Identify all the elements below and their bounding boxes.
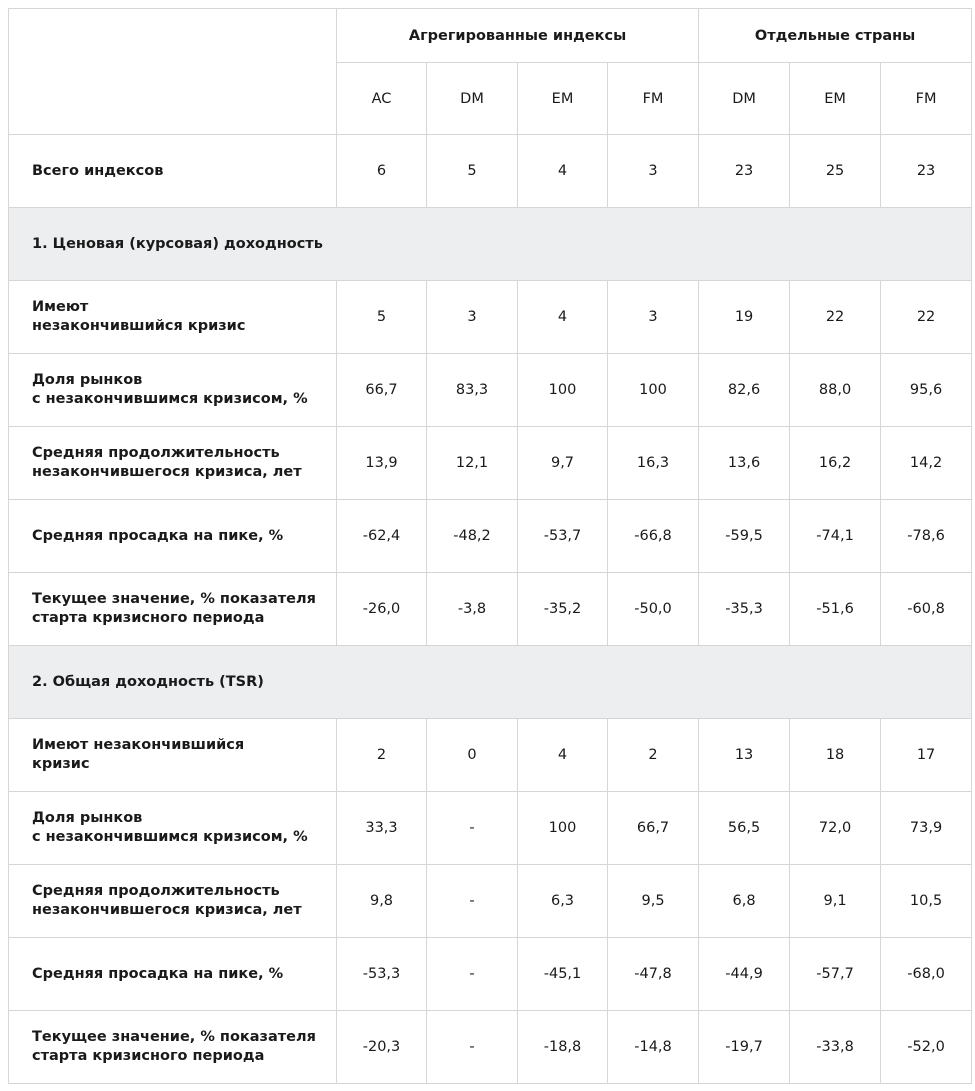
row-label-line1: Средняя продолжительность — [32, 445, 280, 461]
table-cell: 82,6 — [699, 354, 790, 427]
row-label-line2: незакончившегося кризиса, лет — [32, 464, 302, 480]
table-cell: 23 — [699, 135, 790, 208]
row-label — [9, 938, 337, 1011]
row-label-line2: с незакончившимся кризисом, % — [32, 829, 308, 845]
table-cell: 3 — [427, 281, 518, 354]
col-header-dm-aggregated: DM — [427, 63, 518, 135]
section-row — [9, 646, 972, 719]
table-cell: 4 — [518, 135, 608, 208]
row-label — [9, 500, 337, 573]
table-cell: -35,2 — [518, 573, 608, 646]
table-cell: 13,6 — [699, 427, 790, 500]
table-cell: -33,8 — [790, 1011, 881, 1084]
table-cell: -68,0 — [881, 938, 972, 1011]
group-header-aggregated: Агрегированные индексы — [337, 9, 699, 63]
table-cell: -60,8 — [881, 573, 972, 646]
row-label-line1: 2. Общая доходность (TSR) — [32, 673, 264, 690]
table-cell: -52,0 — [881, 1011, 972, 1084]
table-cell: - — [427, 938, 518, 1011]
table-cell: 100 — [518, 792, 608, 865]
table-row — [9, 719, 972, 792]
row-label — [9, 865, 337, 938]
section-row — [9, 208, 972, 281]
table-cell: -44,9 — [699, 938, 790, 1011]
table-cell: 13 — [699, 719, 790, 792]
col-header-fm-countries: FM — [881, 63, 972, 135]
row-label — [9, 792, 337, 865]
table-cell: 12,1 — [427, 427, 518, 500]
section-title — [9, 208, 972, 281]
table-cell: -19,7 — [699, 1011, 790, 1084]
table-cell: 9,5 — [608, 865, 699, 938]
table-cell: 9,7 — [518, 427, 608, 500]
table-cell: 2 — [608, 719, 699, 792]
table-cell: -74,1 — [790, 500, 881, 573]
table-cell: 88,0 — [790, 354, 881, 427]
table-cell: -45,1 — [518, 938, 608, 1011]
row-label — [9, 281, 337, 354]
table-cell: 6 — [337, 135, 427, 208]
col-header-em-countries: EM — [790, 63, 881, 135]
col-header-ac: AC — [337, 63, 427, 135]
table-cell: 0 — [427, 719, 518, 792]
row-label-line1: Всего индексов — [32, 162, 164, 179]
row-label-line2: незакончившийся кризис — [32, 318, 246, 334]
table-cell: -78,6 — [881, 500, 972, 573]
table-row — [9, 354, 972, 427]
row-label-line1: Средняя продолжительность — [32, 883, 280, 899]
table-cell: -26,0 — [337, 573, 427, 646]
row-label — [9, 427, 337, 500]
table-cell: 66,7 — [608, 792, 699, 865]
table-cell: 22 — [790, 281, 881, 354]
table-cell: 73,9 — [881, 792, 972, 865]
table-cell: -62,4 — [337, 500, 427, 573]
section-title — [9, 646, 972, 719]
table-cell: 9,8 — [337, 865, 427, 938]
table-cell: 25 — [790, 135, 881, 208]
row-label — [9, 573, 337, 646]
table-cell: 5 — [337, 281, 427, 354]
table-cell: 5 — [427, 135, 518, 208]
table-cell: 23 — [881, 135, 972, 208]
table-cell: -14,8 — [608, 1011, 699, 1084]
table-row — [9, 1011, 972, 1084]
row-label-line1: Доля рынков — [32, 810, 143, 826]
table-cell: -20,3 — [337, 1011, 427, 1084]
row-label — [9, 354, 337, 427]
table-cell: 16,2 — [790, 427, 881, 500]
table-row — [9, 281, 972, 354]
table-cell: -51,6 — [790, 573, 881, 646]
table-cell: 6,8 — [699, 865, 790, 938]
table-cell: -57,7 — [790, 938, 881, 1011]
col-header-dm-countries: DM — [699, 63, 790, 135]
row-label-line2: кризис — [32, 756, 90, 772]
table-cell: 56,5 — [699, 792, 790, 865]
col-header-fm-aggregated: FM — [608, 63, 699, 135]
row-label-line1: Доля рынков — [32, 372, 143, 388]
table-cell: - — [427, 865, 518, 938]
corner-cell — [9, 9, 337, 135]
group-header-countries: Отдельные страны — [699, 9, 972, 63]
table-cell: 3 — [608, 281, 699, 354]
table-cell: 19 — [699, 281, 790, 354]
table-cell: 18 — [790, 719, 881, 792]
table-cell: -50,0 — [608, 573, 699, 646]
row-label-line1: 1. Ценовая (курсовая) доходность — [32, 235, 323, 252]
table-cell: -18,8 — [518, 1011, 608, 1084]
table-cell: 14,2 — [881, 427, 972, 500]
table-cell: -53,3 — [337, 938, 427, 1011]
table-cell: 6,3 — [518, 865, 608, 938]
row-label-line1: Средняя просадка на пике, % — [32, 527, 284, 544]
table-cell: 9,1 — [790, 865, 881, 938]
table-cell: 33,3 — [337, 792, 427, 865]
table-cell: 4 — [518, 719, 608, 792]
table-row — [9, 427, 972, 500]
table-row — [9, 573, 972, 646]
table-cell: 13,9 — [337, 427, 427, 500]
row-label-line1: Текущее значение, % показателя — [32, 591, 316, 607]
table-cell: -35,3 — [699, 573, 790, 646]
table-cell: 83,3 — [427, 354, 518, 427]
table-cell: -3,8 — [427, 573, 518, 646]
row-label — [9, 135, 337, 208]
table-cell: -66,8 — [608, 500, 699, 573]
table-cell: 16,3 — [608, 427, 699, 500]
table-cell: 100 — [518, 354, 608, 427]
table-cell: 95,6 — [881, 354, 972, 427]
table-row — [9, 865, 972, 938]
row-label-line2: старта кризисного периода — [32, 1048, 265, 1064]
row-label — [9, 719, 337, 792]
table-cell: - — [427, 1011, 518, 1084]
table-cell: 4 — [518, 281, 608, 354]
crisis-stats-table — [8, 8, 972, 1084]
row-label-line1: Средняя просадка на пике, % — [32, 965, 284, 982]
table-row — [9, 938, 972, 1011]
table-cell: 10,5 — [881, 865, 972, 938]
table-cell: 72,0 — [790, 792, 881, 865]
row-label-line1: Имеют — [32, 299, 89, 315]
table-cell: -48,2 — [427, 500, 518, 573]
table-row — [9, 500, 972, 573]
row-label-line2: незакончившегося кризиса, лет — [32, 902, 302, 918]
row-label-line1: Имеют незакончившийся — [32, 737, 245, 753]
table-row — [9, 135, 972, 208]
table-cell: -59,5 — [699, 500, 790, 573]
table-cell: 22 — [881, 281, 972, 354]
table-cell: 2 — [337, 719, 427, 792]
row-label-line2: с незакончившимся кризисом, % — [32, 391, 308, 407]
row-label-line2: старта кризисного периода — [32, 610, 265, 626]
table-body — [9, 135, 972, 1084]
table-cell: -47,8 — [608, 938, 699, 1011]
table-cell: 66,7 — [337, 354, 427, 427]
table-cell: 17 — [881, 719, 972, 792]
table-row — [9, 792, 972, 865]
table-cell: 3 — [608, 135, 699, 208]
row-label-line1: Текущее значение, % показателя — [32, 1029, 316, 1045]
col-header-em-aggregated: EM — [518, 63, 608, 135]
crisis-stats-table-container — [8, 8, 972, 1084]
table-cell: -53,7 — [518, 500, 608, 573]
row-label — [9, 1011, 337, 1084]
table-cell: - — [427, 792, 518, 865]
table-cell: 100 — [608, 354, 699, 427]
